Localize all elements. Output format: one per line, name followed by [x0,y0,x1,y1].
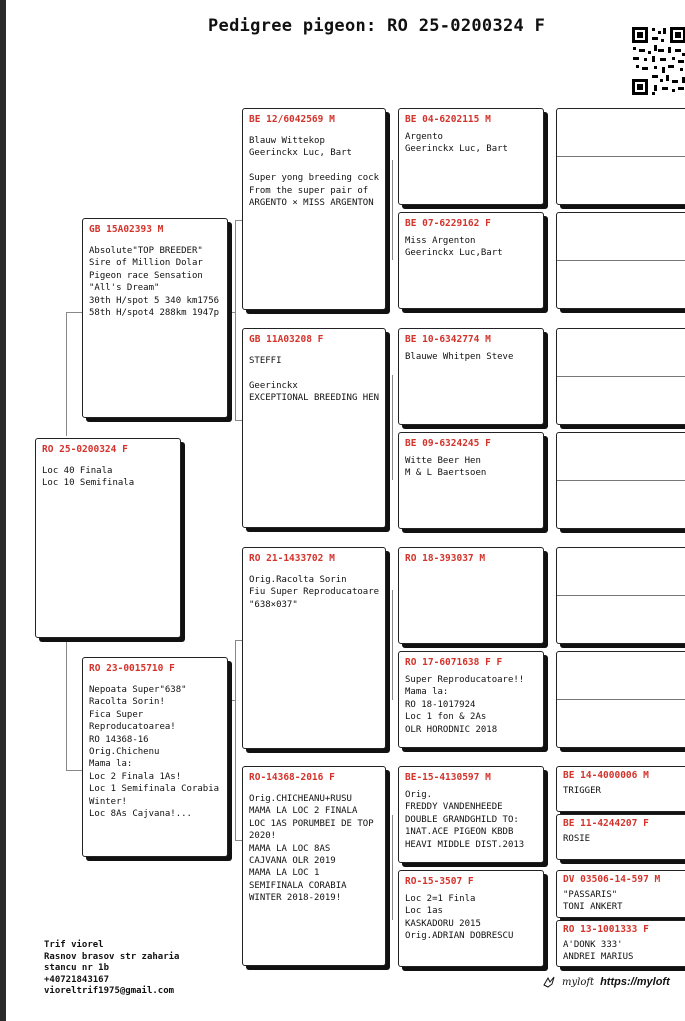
pigeon-notes: Blauw Wittekop Geerinckx Luc, Bart Super yong breeding cock From the super pair of ARGENTO × MISS ARGENTON [249,136,380,209]
pigeon-card-gg6 [398,651,544,748]
pigeon-card-gen4-c [556,870,685,918]
connector-line [392,160,393,260]
ring-number: RO 18-393037 M [405,553,486,564]
pigeon-notes: Absolute"TOP BREEDER" Sire of Million Dolar Pigeon race Sensation "All's Dream" 30th H/spot 5 340 km1756 58th H/spot4 288km 1947p [89,246,220,319]
connector-line [392,815,393,920]
ring-number: GB 15A02393 M [89,224,164,235]
ring-number: BE 04-6202115 M [405,114,491,125]
connector-line [66,312,67,436]
pigeon-card-empty [556,212,685,309]
pigeon-notes: Orig.Racolta Sorin Fiu Super Reproducatoare "638×037" [249,575,380,610]
connector-line [392,590,393,700]
connector-line [228,312,236,313]
page-title: Pedigree pigeon: RO 25-0200324 F [208,16,546,36]
pigeon-card-gen4-d [556,920,685,967]
ring-number: GB 11A03208 F [249,334,324,345]
bird-logo-icon [542,975,556,989]
pigeon-notes: Argento Geerinckx Luc, Bart [405,132,508,155]
pigeon-card-empty [556,108,685,205]
ring-number: RO 25-0200324 F [42,444,128,455]
pigeon-card-gg8 [398,870,544,967]
pigeon-card-gg2 [398,212,544,309]
pigeon-card-gg5 [398,547,544,644]
pigeon-card-dam-dam [242,766,386,966]
connector-line [235,220,236,420]
ring-number: DV 03506-14-597 M [563,874,661,885]
pigeon-notes: "PASSARIS" TONI ANKERT [563,890,623,913]
pigeon-notes: Super Reproducatoare!! Mama la: RO 18-1017924 Loc 1 fon & 2As OLR HORODNIC 2018 [405,675,525,735]
ring-number: BE 11-4244207 F [563,818,649,829]
brand-footer [542,975,670,989]
pigeon-card-gg3 [398,328,544,425]
connector-line [228,700,236,701]
connector-line [66,770,82,771]
page-edge [0,0,6,1021]
pigeon-notes: Loc 2=1 Finla Loc 1as KASKADORU 2015 Orig.ADRIAN DOBRESCU [405,894,514,942]
brand-url-link[interactable]: https://myloft [600,976,670,988]
pigeon-card-sire-sire [242,108,386,310]
pigeon-notes: A'DONK 333' ANDREI MARIUS [563,940,634,963]
ring-number: BE 12/6042569 M [249,114,335,125]
pigeon-notes: Loc 40 Finala Loc 10 Semifinala [42,466,135,489]
pigeon-card-empty [556,328,685,425]
ring-number: RO 17-6071638 F F [405,657,503,668]
connector-line [66,312,82,313]
ring-number: BE-15-4130597 M [405,772,491,783]
ring-number: RO-15-3507 F [405,876,474,887]
pigeon-notes: TRIGGER [563,786,601,796]
pigeon-card-gg1 [398,108,544,205]
pigeon-card-gen4-a [556,766,685,812]
ring-number: RO 13-1001333 F [563,924,649,935]
ring-number: RO 21-1433702 M [249,553,335,564]
pigeon-card-gg7 [398,766,544,863]
ring-number: BE 07-6229162 F [405,218,491,229]
pigeon-notes: STEFFI Geerinckx EXCEPTIONAL BREEDING HEN [249,356,380,404]
pigeon-card-sire [82,218,228,418]
ring-number: BE 14-4000006 M [563,770,649,781]
pigeon-card-dam [82,657,228,857]
pigeon-notes: Nepoata Super"638" Racolta Sorin! Fica Super Reproducatoarea! RO 14368-16 Orig.Chichenu Mama la: Loc 2 Finala 1As! Loc 1 Semifinala Corabia Winter! Loc 8As Cajvana!... [89,685,220,820]
pigeon-card-gen4-b [556,814,685,860]
pigeon-card-sire-dam [242,328,386,528]
connector-line [66,640,67,770]
pigeon-notes: ROSIE [563,834,591,844]
ring-number: RO 23-0015710 F [89,663,175,674]
pigeon-card-subject [35,438,181,638]
owner-contact: Trif viorel Rasnov brasov str zaharia stancu nr 1b +40721843167 vioreltrif1975@gmail.com [44,940,180,996]
brand-logo-text: myloft [562,976,595,988]
ring-number: BE 10-6342774 M [405,334,491,345]
pigeon-notes: Witte Beer Hen M & L Baertsoen [405,456,487,479]
pigeon-card-gg4 [398,432,544,529]
pigeon-card-empty [556,432,685,529]
pigeon-notes: Orig. FREDDY VANDENHEEDE DOUBLE GRANDGHILD TO: 1NAT.ACE PIGEON KBDB HEAVI MIDDLE DIST.2013 [405,790,525,850]
pigeon-card-empty [556,651,685,748]
pigeon-card-dam-sire [242,547,386,749]
pigeon-card-empty [556,547,685,644]
pigeon-notes: Blauwe Whitpen Steve [405,352,514,362]
qr-code [630,25,685,97]
ring-number: BE 09-6324245 F [405,438,491,449]
ring-number: RO-14368-2016 F [249,772,335,783]
pigeon-notes: Miss Argenton Geerinckx Luc,Bart [405,236,503,259]
connector-line [392,375,393,480]
pigeon-notes: Orig.CHICHEANU+RUSU MAMA LA LOC 2 FINALA LOC 1AS PORUMBEI DE TOP 2020! MAMA LA LOC 8AS CAJVANA OLR 2019 MAMA LA LOC 1 SEMIFINALA CORABIA WINTER 2018-2019! [249,794,374,904]
connector-line [235,640,236,840]
